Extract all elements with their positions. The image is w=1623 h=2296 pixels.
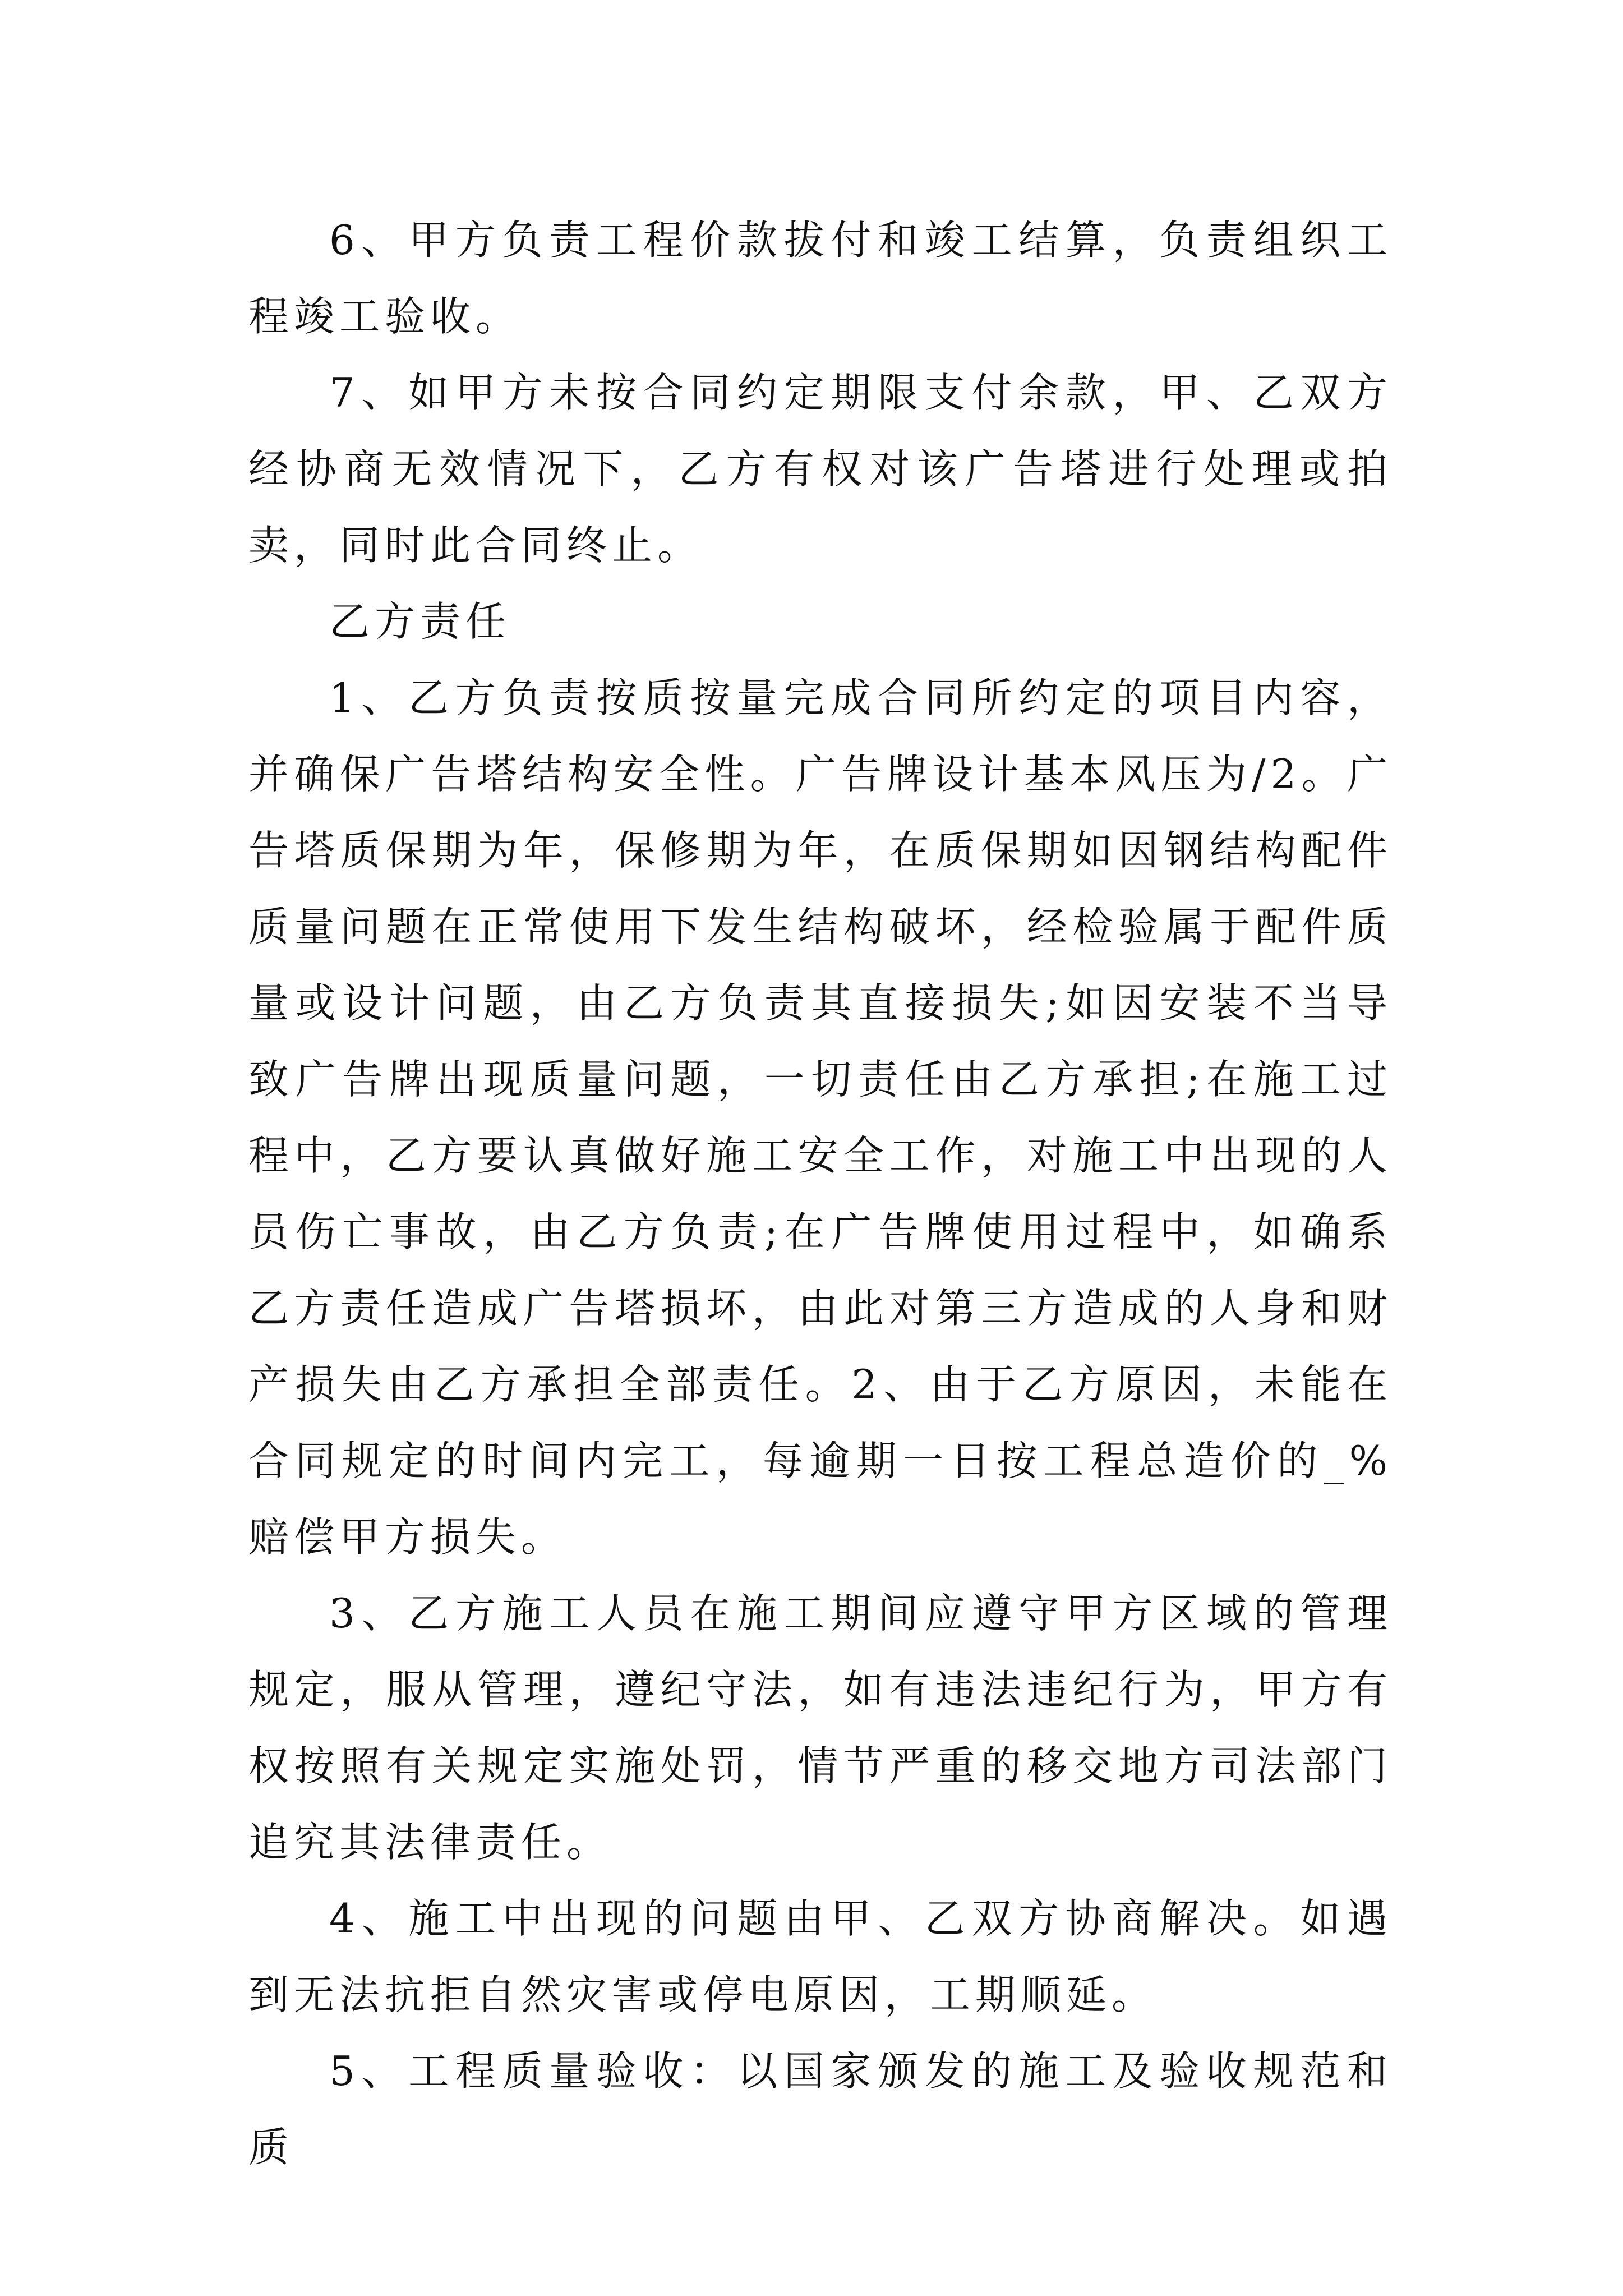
document-body [248,202,1393,2185]
clause-6-paragraph: 6、甲方负责工程价款拔付和竣工结算，负责组织工程竣工验收。 [248,217,1393,340]
clause-1-2-paragraph: 1、乙方负责按质按量完成合同所约定的项目内容，并确保广告塔结构安全性。广告牌设计基本风压为/2。广告塔质保期为年，保修期为年，在质保期如因钢结构配件质量问题在正常使用下发生结构破坏，经检验属于配件质量或设计问题，由乙方负责其直接损失;如因安装不当导致广告牌出现质量问题，一切责任由乙方承担;在施工过程中，乙方要认真做好施工安全工作，对施工中出现的人员伤亡事故，由乙方负责;在广告牌使用过程中，如确系乙方责任造成广告塔损坏，由此对第三方造成的人身和财产损失由乙方承担全部责任。2、由于乙方原因，未能在合同规定的时间内完工，每逾期一日按工程总造价的_%赔偿甲方损失。 [248,674,1393,1561]
clause-3-paragraph: 3、乙方施工人员在施工期间应遵守甲方区域的管理规定，服从管理，遵纪守法，如有违法违纪行为，甲方有权按照有关规定实施处罚，情节严重的移交地方司法部门追究其法律责任。 [248,1590,1393,1866]
clause-7-paragraph: 7、如甲方未按合同约定期限支付余款，甲、乙双方经协商无效情况下，乙方有权对该广告塔进行处理或拍卖，同时此合同终止。 [248,369,1393,569]
clause-4-paragraph: 4、施工中出现的问题由甲、乙双方协商解决。如遇到无法抗拒自然灾害或停电原因，工期顺延。 [248,1895,1393,2018]
clause-5-paragraph: 5、工程质量验收：以国家颁发的施工及验收规范和质 [248,2047,1393,2171]
section-heading-party-b-responsibility: 乙方责任 [329,598,511,645]
